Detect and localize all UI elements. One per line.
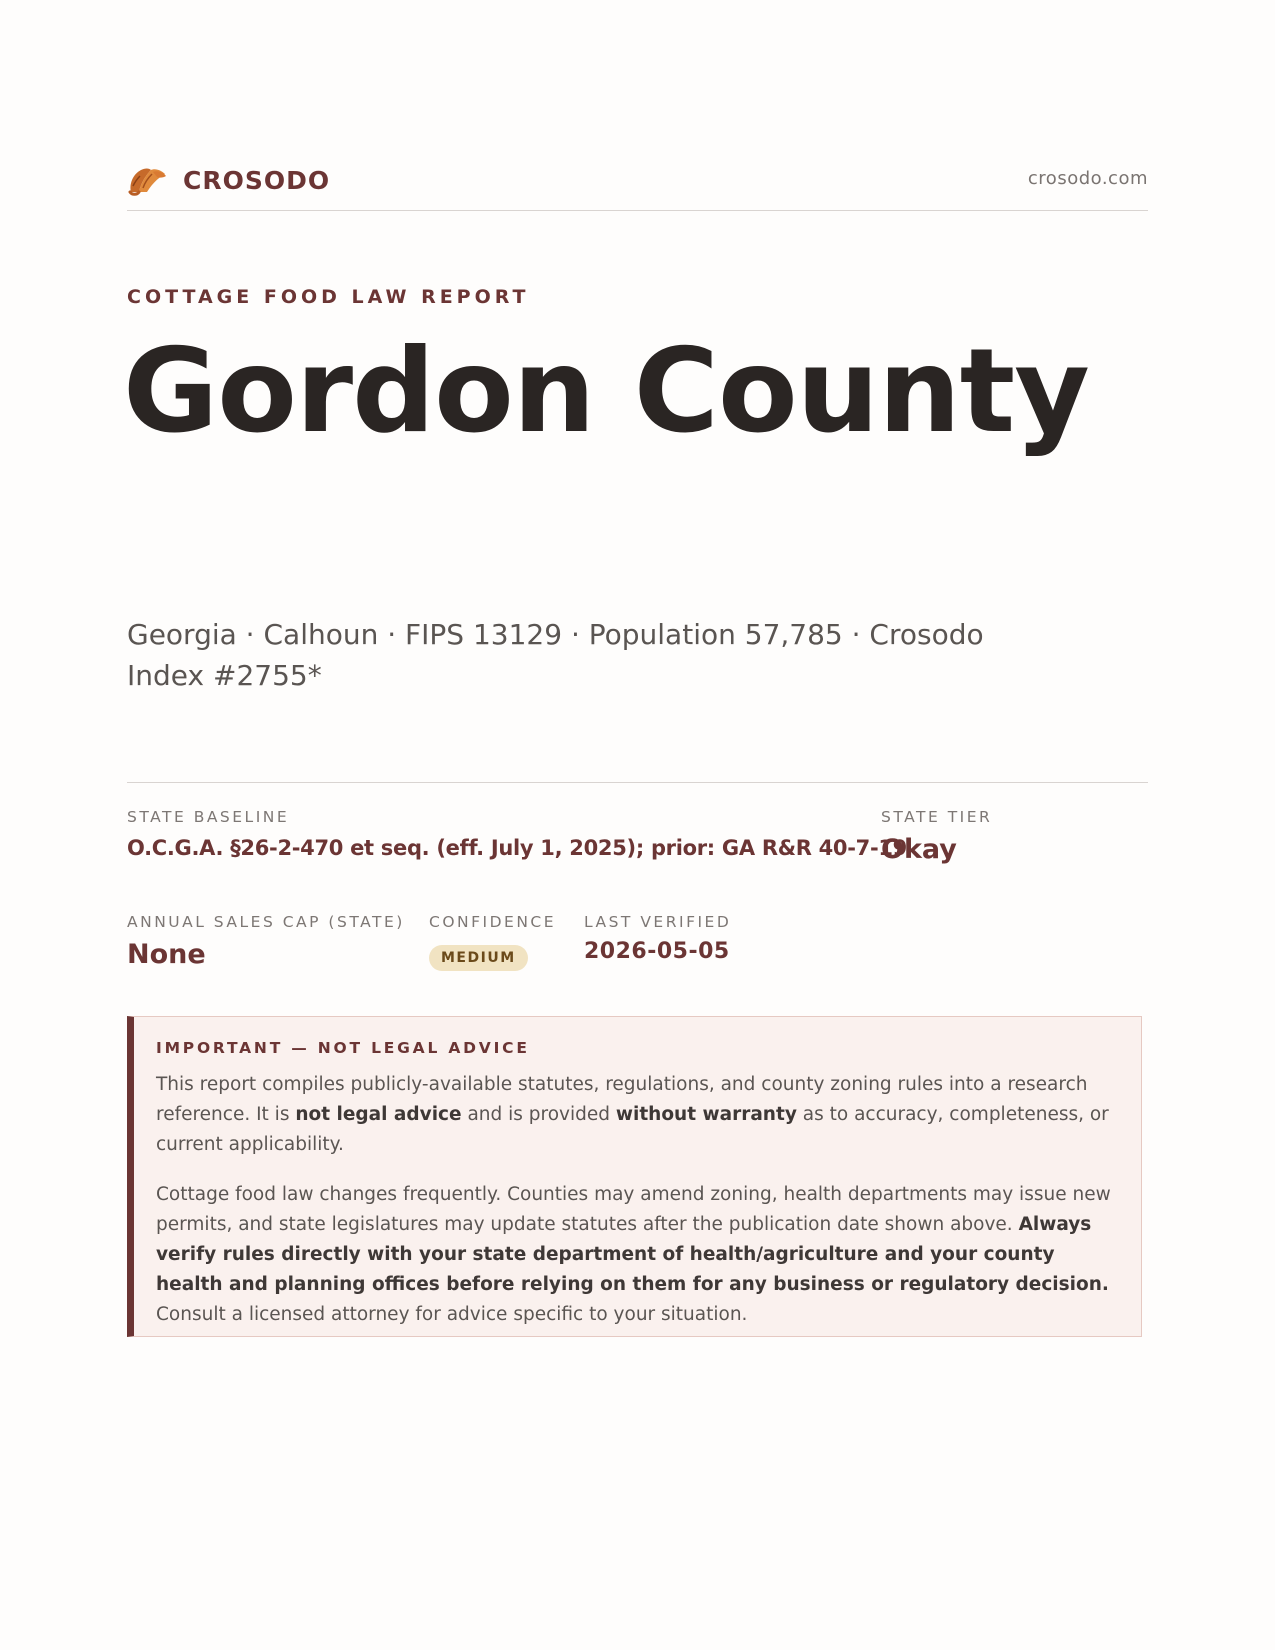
sales-cap-label: ANNUAL SALES CAP (STATE) bbox=[127, 913, 405, 931]
section-divider bbox=[127, 782, 1148, 783]
state-baseline-value: O.C.G.A. §26-2-470 et seq. (eff. July 1, 2025); prior: GA R&R 40-7-19 bbox=[127, 836, 907, 860]
brand-name: CROSODO bbox=[183, 165, 331, 195]
notice-emphasis: Always verify rules directly with your state department of health/agriculture and your county health and planning offices before relying on them for any business or regulatory decision. bbox=[156, 1214, 1109, 1295]
notice-paragraph-1 bbox=[156, 1070, 1116, 1160]
last-verified-field bbox=[584, 913, 731, 964]
notice-emphasis: not legal advice bbox=[295, 1104, 462, 1125]
notice-emphasis: without warranty bbox=[615, 1104, 797, 1125]
notice-text: as to accuracy, completeness, or current applicability. bbox=[156, 1104, 1109, 1155]
last-verified-value: 2026-05-05 bbox=[584, 939, 730, 964]
notice-text: Cottage food law changes frequently. Counties may amend zoning, health departments may issue new permits, and state legislatures may update statutes after the publication date shown above. bbox=[156, 1184, 1111, 1235]
state-tier-field bbox=[881, 808, 992, 865]
page-header bbox=[127, 158, 1148, 211]
last-verified-label: LAST VERIFIED bbox=[584, 913, 732, 931]
sales-cap-field bbox=[127, 913, 405, 970]
state-tier-value: Okay bbox=[881, 834, 957, 865]
notice-paragraph-2 bbox=[156, 1180, 1116, 1330]
sales-cap-value: None bbox=[127, 939, 206, 970]
state-tier-label: STATE TIER bbox=[881, 808, 993, 826]
state-baseline-label: STATE BASELINE bbox=[127, 808, 290, 826]
confidence-badge: MEDIUM bbox=[429, 945, 528, 971]
report-subtitle: Georgia · Calhoun · FIPS 13129 · Population 57,785 · Crosodo Index #2755* bbox=[127, 618, 984, 692]
notice-text: This report compiles publicly-available statutes, regulations, and county zoning rules into a research reference. It is bbox=[156, 1074, 1088, 1125]
legal-notice bbox=[127, 1016, 1142, 1337]
report-page bbox=[123, 0, 1148, 1650]
brand[interactable] bbox=[127, 162, 330, 198]
notice-text: Consult a licensed attorney for advice specific to your situation. bbox=[156, 1304, 748, 1325]
page-title: Gordon County bbox=[123, 324, 1089, 459]
notice-text: and is provided bbox=[461, 1104, 616, 1125]
confidence-field bbox=[429, 913, 556, 971]
report-eyebrow: COTTAGE FOOD LAW REPORT bbox=[127, 286, 530, 308]
notice-title: IMPORTANT — NOT LEGAL ADVICE bbox=[156, 1039, 530, 1057]
confidence-label: CONFIDENCE bbox=[429, 913, 557, 931]
state-baseline-field bbox=[127, 808, 907, 860]
croissant-icon bbox=[127, 162, 167, 198]
site-url[interactable]: crosodo.com bbox=[1027, 168, 1148, 189]
